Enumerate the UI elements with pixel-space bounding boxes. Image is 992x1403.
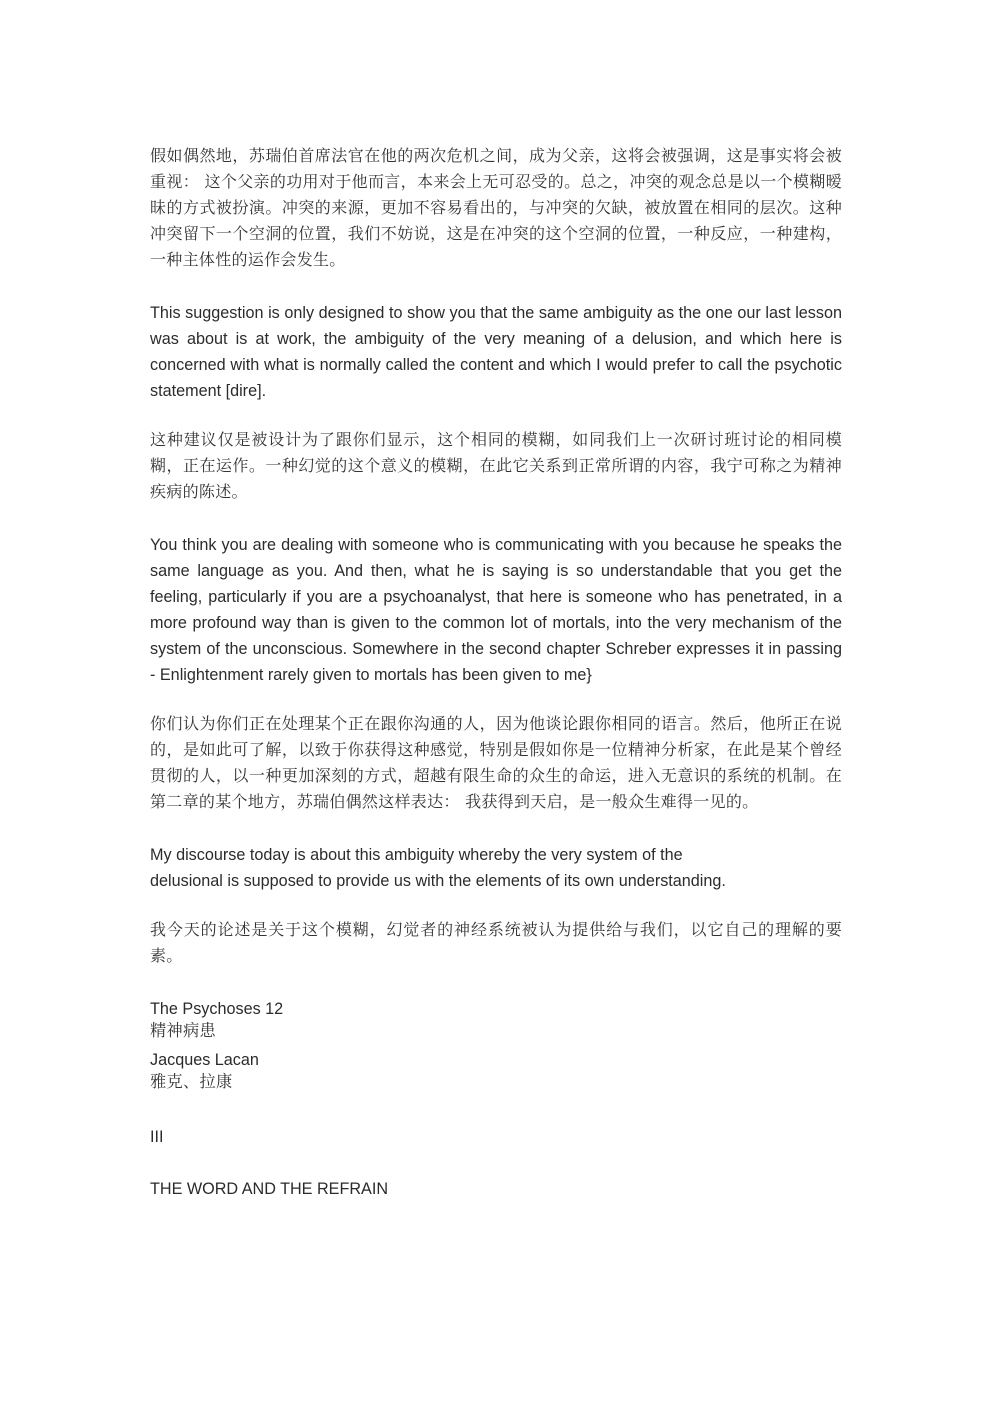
book-title-en: The Psychoses 12 <box>150 1000 284 1018</box>
paragraph-en-6-line-2: delusional is supposed to provide us with the elements of its own understanding. <box>150 872 726 890</box>
paragraph-en-6-line-1: My discourse today is about this ambiguity whereby the very system of the <box>150 846 683 864</box>
author-zh: 雅克、拉康 <box>150 1072 233 1091</box>
paragraph-en-2: This suggestion is only designed to show you that the same ambiguity as the one our last lesson was about is at work, the ambiguity of the very meaning of a delusion, and which here is concerned with what is normally called the content and which I would prefer to call the psychotic statement [dire]. <box>150 304 842 400</box>
page-content <box>150 143 842 1200</box>
paragraph-zh-5: 你们认为你们正在处理某个正在跟你沟通的人，因为他谈论跟你相同的语言。然后，他所正在说的，是如此可了解，以致于你获得这种感觉，特别是假如你是一位精神分析家，在此是某个曾经贯彻的人，以一种更加深刻的方式，超越有限生命的众生的命运，进入无意识的系统的机制。在第二章的某个地方，苏瑞伯偶然这样表达： 我获得到天启，是一般众生难得一见的。 <box>150 714 842 811</box>
chapter-title: THE WORD AND THE REFRAIN <box>150 1180 389 1198</box>
book-title-zh: 精神病患 <box>150 1021 216 1040</box>
paragraph-zh-3: 这种建议仅是被设计为了跟你们显示，这个相同的模糊，如同我们上一次研讨班讨论的相同模糊，正在运作。一种幻觉的这个意义的模糊，在此它关系到正常所谓的内容，我宁可称之为精神疾病的陈述。 <box>150 430 842 501</box>
paragraph-zh-1: 假如偶然地，苏瑞伯首席法官在他的两次危机之间，成为父亲，这将会被强调，这是事实将会被重视： 这个父亲的功用对于他而言，本来会上无可忍受的。总之，冲突的观念总是以一个模糊暧昧的方式被扮演。冲突的来源，更加不容易看出的，与冲突的欠缺，被放置在相同的层次。这种冲突留下一个空洞的位置，我们不妨说，这是在冲突的这个空洞的位置，一种反应，一种建构，一种主体性的运作会发生。 <box>150 146 842 269</box>
book-title-block <box>150 998 842 1042</box>
paragraph-en-6 <box>150 842 842 894</box>
paragraph-zh-7: 我今天的论述是关于这个模糊，幻觉者的神经系统被认为提供给与我们，以它自己的理解的要素。 <box>150 920 842 965</box>
author-en: Jacques Lacan <box>150 1051 259 1069</box>
chapter-number: III <box>150 1128 164 1146</box>
author-block <box>150 1049 842 1093</box>
paragraph-en-4: You think you are dealing with someone who is communicating with you because he speaks the same language as you. And then, what he is saying is so understandable that you get the feeling, particularly if you are a psychoanalyst, that here is someone who has penetrated, in a more profound way than is given to the common lot of mortals, into the very mechanism of the system of the unconscious. Somewhere in the second chapter Schreber expresses it in passing - Enlightenment rarely given to mortals has been given to me} <box>150 536 842 684</box>
